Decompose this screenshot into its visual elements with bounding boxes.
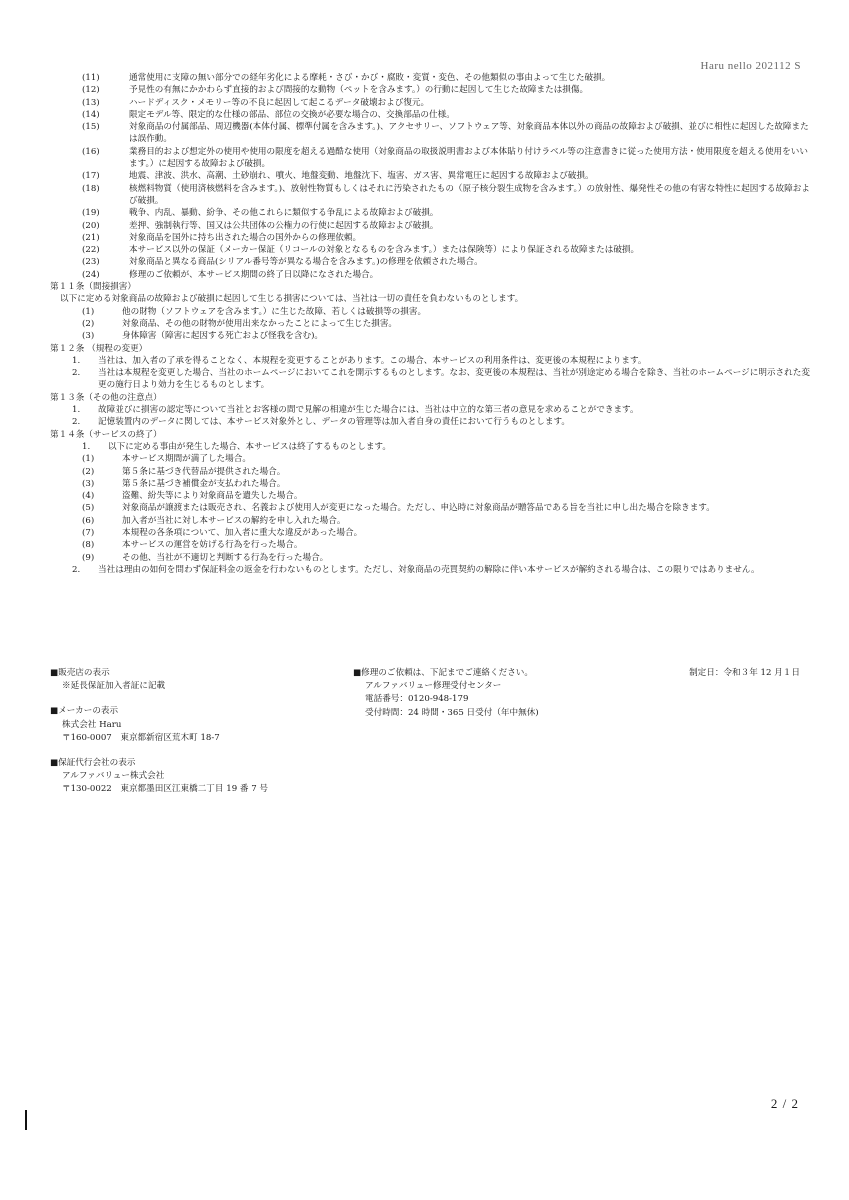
item-text: 本サービス期間が満了した場合。 [122,454,251,465]
item-text: 予見性の有無にかかわらず直接的および間接的な動物（ペットを含みます。）の行動に起因して生じた故障または損傷。 [129,85,589,96]
article-title: 第１４条（サービスの終了） [50,429,162,440]
list-item [50,306,810,318]
item-text: 本サービスの運営を妨げる行為を行った場合。 [122,540,303,551]
article-title: 第１２条 （規程の変更） [50,343,148,354]
list-item [50,220,810,232]
list-item [50,502,810,514]
item-text: 対象商品の付属部品、周辺機器(本体付属、標準付属を含みます。)、アクセサリー、ソフトウェア等、対象商品本体以外の商品の故障および破損、並びに相性に起因した故障または誤作動。 [129,122,809,145]
item-number: (7) [82,527,95,538]
item-text: 当社は本規程を変更した場合、当社のホームページにおいてこれを開示するものとします。なお、変更後の本規程は、当社が別途定める場合を除き、当社のホームページに明示された変更の施行日より効力を生じるものとします。 [98,368,810,391]
list-item [50,72,810,84]
item-text: 当社は理由の如何を問わず保証料金の返金を行わないものとします。ただし、対象商品の売買契約の解除に伴い本サービスが解約される場合は、この限りではありません。 [98,564,760,575]
item-number: (17) [82,171,100,182]
list-item [50,527,810,539]
list-item [50,367,810,392]
article-title: 第１１条（間接損害） [50,282,136,293]
item-text: 第５条に基づき補償金が支払われた場合。 [122,478,286,489]
guarantor-block [50,757,350,797]
item-number: 2. [72,564,81,575]
item-number: (20) [82,220,100,231]
item-text: 故障並びに損害の認定等について当社とお客様の間で見解の相違が生じた場合には、当社は中立的な第三者の意見を求めることができます。 [98,405,639,416]
item-text: 業務目的および想定外の使用や使用の限度を超える過酷な使用（対象商品の取扱説明書および本体貼り付けラベル等の注意書きに従った使用方法・使用限度を超える使用をいいます。）に起因する故障および破損。 [129,146,808,170]
maker-address: 〒160-0007 東京都新宿区荒木町 18-7 [62,732,220,743]
item-text: 他の財物（ソフトウェアを含みます。）に生じた故障、若しくは破損等の損害。 [122,306,427,317]
repair-heading: ■修理のご依頼は、下記までご連絡ください。 [353,668,533,678]
list-item [50,146,810,171]
list-item [50,478,810,490]
item-number: (11) [82,73,100,83]
item-text: 本サービス以外の保証（メーカー保証（リコールの対象となるものを含みます。）または保険等）により保証される故障または破損。 [129,245,640,256]
list-item [50,84,810,96]
seller-note: ※延長保証加入者証に記載 [62,681,166,692]
item-number: (23) [82,257,100,268]
list-item [50,109,810,121]
item-text: 戦争、内乱、暴動、紛争、その他これらに類似する争乱による故障および破損。 [129,208,439,219]
item-text: 第５条に基づき代替品が提供された場合。 [122,466,286,477]
item-text: ハードディスク・メモリー等の不良に起因して起こるデータ破壊および復元。 [129,97,430,108]
list-item [50,269,810,281]
enacted-date: 制定日：令和３年 12 月１日 [689,668,800,678]
list-item [50,318,810,330]
list-item [50,564,810,576]
article-14 [50,429,810,577]
item-text: 限定モデル等、限定的な仕様の部品、部位の交換が必要な場合の、交換部品の仕様。 [129,109,455,120]
item-number: (1) [82,306,95,317]
item-text: 当社は、加入者の了承を得ることなく、本規程を変更することがあります。この場合、本サービスの利用条件は、変更後の本規程によります。 [98,355,647,366]
document-code: Haru nello 202112 S [700,60,801,72]
footer-left-column [50,667,350,809]
article-12 [50,343,810,392]
scan-edge-mark [25,1110,27,1130]
seller-block [50,667,350,693]
article-lead: 以下に定める対象商品の故障および破損に起因して生じる損害については、当社は一切の責任を負わないものとします。 [60,294,524,305]
item-number: (1) [82,454,95,465]
item-number: (9) [82,552,95,563]
seller-heading: ■販売店の表示 [50,668,110,678]
item-number: (2) [82,318,95,329]
list-item [50,453,810,465]
item-number: (2) [82,466,95,477]
item-number: (6) [82,515,95,526]
exclusion-list [50,72,810,281]
page-number: 2 / 2 [770,1096,799,1111]
item-number: 1. [82,441,91,452]
list-item [50,207,810,219]
guarantor-address: 〒130-0022 東京都墨田区江東橋二丁目 19 番 7 号 [62,784,269,795]
item-number: (3) [82,478,95,489]
item-text: 地震、津波、洪水、高潮、土砂崩れ、噴火、地盤変動、地盤沈下、塩害、ガス害、異常電圧に起因する故障および破損。 [129,171,594,182]
item-number: (19) [82,208,100,219]
article-11 [50,281,810,342]
repair-hours: 受付時間：24 時間・365 日受付（年中無休) [365,707,539,718]
list-item [50,552,810,564]
list-item [50,404,810,416]
item-number: 2. [72,368,81,379]
terms-body [50,72,810,576]
item-text: 核燃料物質（使用済核燃料を含みます。)、放射性物質もしくはそれに汚染されたもの（原子核分裂生成物を含みます。）の放射性、爆発性その他の有害な特性に起因する故障および破損。 [129,183,810,206]
item-text: 通常使用に支障の無い部分での経年劣化による摩耗・さび・かび・腐敗・変質・変色、その他類似の事由よって生じた破損。 [129,73,611,83]
list-item [50,330,810,342]
list-item [50,97,810,109]
item-number: (5) [82,503,95,514]
item-number: (13) [82,97,100,108]
item-text: その他、当社が不適切と判断する行為を行った場合。 [122,552,329,563]
item-text: 差押、強制執行等、国又は公共団体の公権力の行使に起因する故障および破損。 [129,220,439,231]
item-number: 2. [72,417,81,428]
list-item [50,183,810,208]
list-item [50,515,810,527]
list-item [50,244,810,256]
item-number: (18) [82,183,100,194]
item-text: 対象商品を国外に持ち出された場合の国外からの修理依頼。 [129,232,362,243]
list-item [50,121,810,146]
list-item [50,466,810,478]
item-number: (14) [82,109,100,120]
item-number: (22) [82,245,100,256]
maker-name: 株式会社 Haru [62,719,122,730]
item-text: 身体障害（障害に起因する死亡および怪我を含む)。 [122,331,324,342]
list-item [50,256,810,268]
item-number: (8) [82,540,95,551]
item-number: (15) [82,122,100,133]
list-item [50,490,810,502]
maker-heading: ■メーカーの表示 [50,706,119,717]
item-text: 加入者が当社に対し本サービスの解約を申し入れた場合。 [122,515,346,526]
item-text: 記憶装置内のデータに関しては、本サービス対象外とし、データの管理等は加入者自身の責任において行うものとします。 [98,417,570,428]
item-number: (16) [82,146,100,157]
item-text: 盗難、紛失等により対象商品を遺失した場合。 [122,491,303,502]
item-text: 以下に定める事由が発生した場合、本サービスは終了するものとします。 [108,441,391,452]
maker-block [50,705,350,745]
item-number: (24) [82,269,100,280]
item-number: 1. [72,405,81,416]
repair-contact-block [353,667,633,720]
repair-phone: 電話番号：0120-948-179 [365,694,469,705]
list-item [50,355,810,367]
item-text: 修理のご依頼が、本サービス期間の終了日以降になされた場合。 [129,269,379,280]
item-text: 対象商品と異なる商品(シリアル番号等が異なる場合を含みます。)の修理を依頼された場合。 [129,257,483,268]
repair-center: アルファバリュー修理受付センター [365,681,502,692]
item-text: 対象商品が譲渡または販売され、名義および使用人が変更になった場合。ただし、申込時に対象商品が贈答品である旨を当社に申し出た場合を除きます。 [122,503,715,514]
item-text: 本規程の各条項について、加入者に重大な違反があった場合。 [122,527,363,538]
list-item [50,539,810,551]
item-number: (21) [82,232,100,243]
list-item [50,441,810,453]
item-number: 1. [72,355,81,366]
item-number: (3) [82,331,95,342]
guarantor-heading: ■保証代行会社の表示 [50,758,136,769]
item-number: (4) [82,491,95,502]
item-number: (12) [82,85,100,96]
guarantor-name: アルファバリュー株式会社 [62,771,165,782]
list-item [50,416,810,428]
article-13 [50,392,810,429]
list-item [50,170,810,182]
item-text: 対象商品、その他の財物が使用出来なかったことによって生じた損害。 [122,318,398,329]
list-item [50,232,810,244]
article-title: 第１３条（その他の注意点） [50,392,162,403]
